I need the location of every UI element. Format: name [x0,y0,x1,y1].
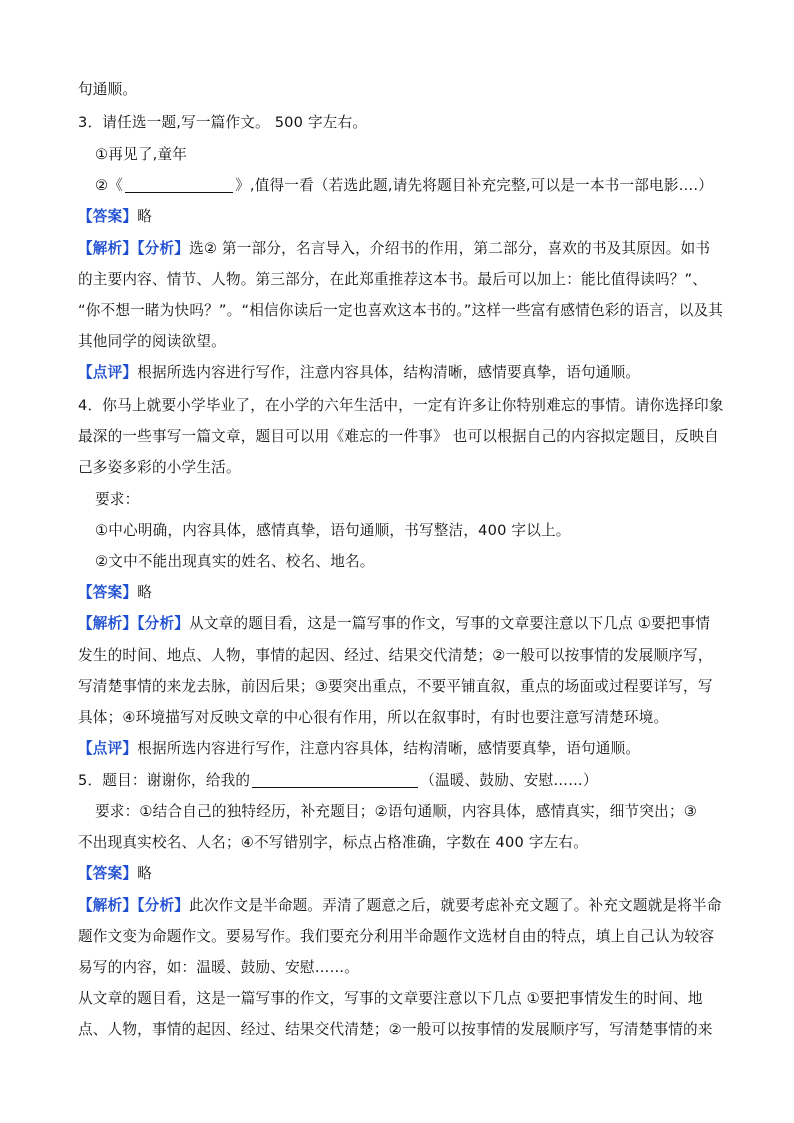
comment-line [78,363,640,383]
analysis-text: 选② 第一部分，名言导入，介绍书的作用，第二部分，喜欢的书及其原因。如书 [189,240,711,257]
question-4 [78,396,724,416]
text-line [78,646,713,666]
answer-label: 【答案】 [78,208,138,225]
fill-in-blank [125,176,233,193]
fill-in-blank [252,771,418,788]
text-line [78,301,723,321]
analysis-label: 【解析】【分析】 [78,615,190,632]
text: 最深的一些事写一篇文章，题目可以用《难忘的一件事》 也可以根据自己的内容拟定题目，反映自 [78,428,719,445]
requirements-line [95,802,697,822]
text-line [78,958,359,978]
answer-label: 【答案】 [78,865,138,882]
question-text: 3．请任选一题,写一篇作文。 500 字左右。 [78,114,368,131]
text: 具体；④环境描写对反映文章的中心很有作用，所以在叙事时，有时也要注意写清楚环境。 [78,709,669,726]
answer-text: 略 [137,208,152,225]
text-line [78,677,713,697]
text-line [78,708,668,728]
text-line [78,80,137,100]
option-text: 》,值得一看（若选此题,请先将题目补充完整,可以是一本书一部电影….） [235,177,714,194]
requirement-2 [95,552,375,572]
answer-line [78,864,152,884]
option-1 [95,145,187,165]
text-line [78,833,588,853]
analysis-label: 【解析】【分析】 [78,240,190,257]
text: 己多姿多彩的小学生活。 [78,459,241,476]
text-line [78,458,241,478]
analysis-label: 【解析】【分析】 [78,897,190,914]
comment-line [78,739,640,759]
text: 要求：①结合自己的独特经历，补充题目；②语句通顺，内容具体，感情真实，细节突出；③ [95,803,698,820]
text-line [78,270,707,290]
text: “你不想一睹为快吗？”。“相信你读后一定也喜欢这本书的。”这样一些富有感情色彩的语言，以及其 [78,302,724,319]
answer-line [78,207,152,227]
text: 写清楚事情的来龙去脉，前因后果；③要突出重点，不要平铺直叙，重点的场面或过程要详写，写 [78,678,713,695]
text: 句通顺。 [78,81,138,98]
analysis-text: 此次作文是半命题。弄清了题意之后，就要考虑补充文题了。补充文题就是将半命 [189,897,722,914]
answer-text: 略 [137,865,152,882]
question-hint: （温暖、鼓励、安慰……） [420,772,598,789]
comment-text: 根据所选内容进行写作，注意内容具体，结构清晰，感情要真挚，语句通顺。 [137,740,641,757]
text: 不出现真实校名、人名；④不写错别字，标点占格准确，字数在 400 字左右。 [78,834,589,851]
question-5 [78,771,598,791]
answer-text: 略 [137,584,152,601]
analysis-text: 从文章的题目看，这是一篇写事的作文，写事的文章要注意以下几点 ①要把事情 [189,615,711,632]
text: 发生的时间、地点、人物，事情的起因、经过、结果交代清楚；②一般可以按事情的发展顺序写， [78,647,713,664]
answer-label: 【答案】 [78,584,138,601]
requirement-1 [95,521,571,541]
text: 要求： [95,491,140,508]
text: 题作文变为命题作文。要易写作。我们要充分利用半命题作文选材自由的特点，填上自己认为较容 [78,928,715,945]
question-text: 5．题目：谢谢你，给我的 [78,772,251,789]
analysis-line [78,896,722,916]
text-line [78,1020,713,1040]
comment-label: 【点评】 [78,364,138,381]
analysis-line [78,614,710,634]
option-text: ①再见了,童年 [95,146,188,163]
text: 其他同学的阅读欲望。 [78,333,226,350]
text-line [78,427,719,447]
text: ②文中不能出现真实的姓名、校名、地名。 [95,553,375,570]
text: ①中心明确，内容具体，感情真挚，语句通顺，书写整洁，400 字以上。 [95,522,571,539]
answer-line [78,583,152,603]
text-line [78,927,714,947]
text: 的主要内容、情节、人物。第三部分，在此郑重推荐这本书。最后可以加上：能比值得读吗？”、 [78,271,708,288]
text: 从文章的题目看，这是一篇写事的作文，写事的文章要注意以下几点 ①要把事情发生的时间、地 [78,990,703,1007]
text-line [78,332,226,352]
text: 易写的内容，如：温暖、鼓励、安慰……。 [78,959,360,976]
option-prefix: ②《 [95,177,124,194]
question-3 [78,113,367,133]
comment-text: 根据所选内容进行写作，注意内容具体，结构清晰，感情要真挚，语句通顺。 [137,364,641,381]
text: 点、人物，事情的起因、经过、结果交代清楚；②一般可以按事情的发展顺序写，写清楚事情的来 [78,1021,713,1038]
question-text: 4．你马上就要小学毕业了，在小学的六年生活中，一定有许多让你特别难忘的事情。请你选择印象 [78,397,724,414]
text-line [78,989,703,1009]
comment-label: 【点评】 [78,740,138,757]
analysis-line [78,239,710,259]
option-2 [95,176,713,196]
requirements-heading [95,490,139,510]
